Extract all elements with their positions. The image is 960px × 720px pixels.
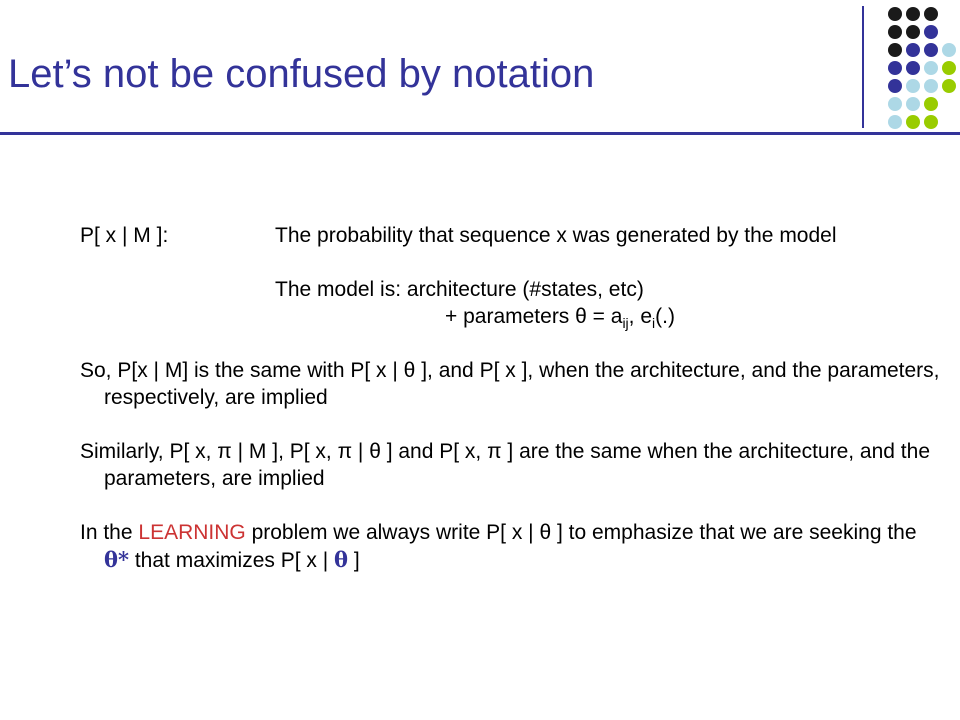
- slide-title: Let’s not be confused by notation: [8, 52, 595, 96]
- decorative-dot: [906, 25, 920, 39]
- decorative-dot: [888, 7, 902, 21]
- learning-end: ]: [348, 549, 360, 572]
- decorative-dot: [924, 61, 938, 75]
- definition-term: P[ x | M ]:: [80, 224, 169, 247]
- theta-bold: θ: [334, 547, 349, 572]
- decorative-dot: [888, 79, 902, 93]
- decorative-dot: [906, 7, 920, 21]
- title-underline: [0, 132, 960, 135]
- decorative-dot: [942, 61, 956, 75]
- decorative-dot: [906, 97, 920, 111]
- theta-star: θ*: [104, 547, 129, 572]
- decorative-dot: [888, 115, 902, 129]
- learning-keyword: LEARNING: [138, 521, 246, 544]
- decorative-dot: [888, 61, 902, 75]
- decorative-dot: [924, 25, 938, 39]
- decorative-dot: [888, 25, 902, 39]
- learning-mid: problem we always write P[ x | θ ] to emphasize that we are seeking the: [245, 521, 917, 544]
- paragraph-learning: [80, 519, 940, 574]
- decorative-dot: [906, 115, 920, 129]
- parameters-suffix: (.): [655, 305, 675, 328]
- paragraph-similarly: Similarly, P[ x, π | M ], P[ x, π | θ ] and P[ x, π ] are the same when the architecture, and the parameters, are implied: [80, 440, 930, 490]
- definition-row: [80, 222, 940, 249]
- definition-description: The probability that sequence x was generated by the model: [275, 224, 837, 247]
- parameters-line: [445, 303, 940, 330]
- decorative-dot: [888, 97, 902, 111]
- decorative-dot: [906, 43, 920, 57]
- subscript-ij: ij: [622, 315, 629, 332]
- decorative-dot: [888, 43, 902, 57]
- slide-body: [80, 222, 940, 574]
- decorative-dot: [906, 79, 920, 93]
- parameters-mid: , e: [628, 305, 653, 328]
- decorative-dot: [942, 79, 956, 93]
- subscript-i: i: [652, 315, 656, 332]
- model-line: The model is: architecture (#states, etc): [275, 278, 644, 301]
- decorative-dot: [924, 115, 938, 129]
- decorative-vertical-line: [862, 6, 864, 128]
- decorative-dot: [906, 61, 920, 75]
- decorative-dot: [924, 7, 938, 21]
- decorative-dot: [924, 79, 938, 93]
- paragraph-same-notation: So, P[x | M] is the same with P[ x | θ ], and P[ x ], when the architecture, and the parameters, respectively, are implied: [80, 359, 940, 409]
- decorative-dot: [924, 43, 938, 57]
- learning-prefix: In the: [80, 521, 139, 544]
- parameters-prefix: + parameters θ = a: [445, 305, 623, 328]
- decorative-dot: [942, 43, 956, 57]
- decorative-dot: [924, 97, 938, 111]
- learning-mid2: that maximizes P[ x |: [129, 549, 335, 572]
